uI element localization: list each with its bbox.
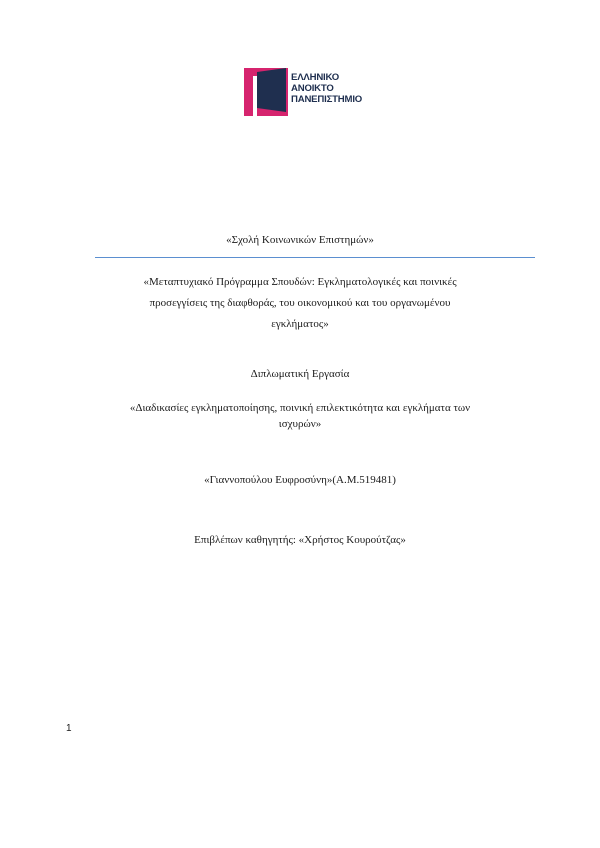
program-line-1: «Μεταπτυχιακό Πρόγραμμα Σπουδών: Εγκληματολογικές και ποινικές xyxy=(143,276,457,288)
logo-line-1: ΕΛΛΗΝΙΚΟ xyxy=(291,72,340,83)
supervisor-name: Επιβλέπων καθηγητής: «Χρήστος Κουρούτζας» xyxy=(194,534,406,546)
school-name: «Σχολή Κοινωνικών Επιστημών» xyxy=(226,234,374,246)
logo-wordmark xyxy=(291,73,362,105)
program-line-3: εγκλήματος» xyxy=(271,318,329,330)
logo-mark-icon xyxy=(242,66,290,118)
logo-line-2: ΑΝΟΙΚΤΟ xyxy=(291,82,334,94)
title-divider xyxy=(95,257,535,258)
page-number: 1 xyxy=(66,723,72,734)
thesis-type: Διπλωματική Εργασία xyxy=(250,368,350,380)
university-logo xyxy=(242,66,372,118)
thesis-title-line-1: «Διαδικασίες εγκληματοποίησης, ποινική επιλεκτικότητα και εγκλήματα των xyxy=(129,402,471,414)
logo-line-3: ΠΑΝΕΠΙΣΤΗΜΙΟ xyxy=(291,93,363,105)
program-line-2: προσεγγίσεις της διαφθοράς, του οικονομικού και του οργανωμένου xyxy=(149,297,451,309)
author-name: «Γιαννοπούλου Ευφροσύνη»(Α.Μ.519481) xyxy=(204,474,396,486)
thesis-title-line-2: ισχυρών» xyxy=(278,418,322,430)
